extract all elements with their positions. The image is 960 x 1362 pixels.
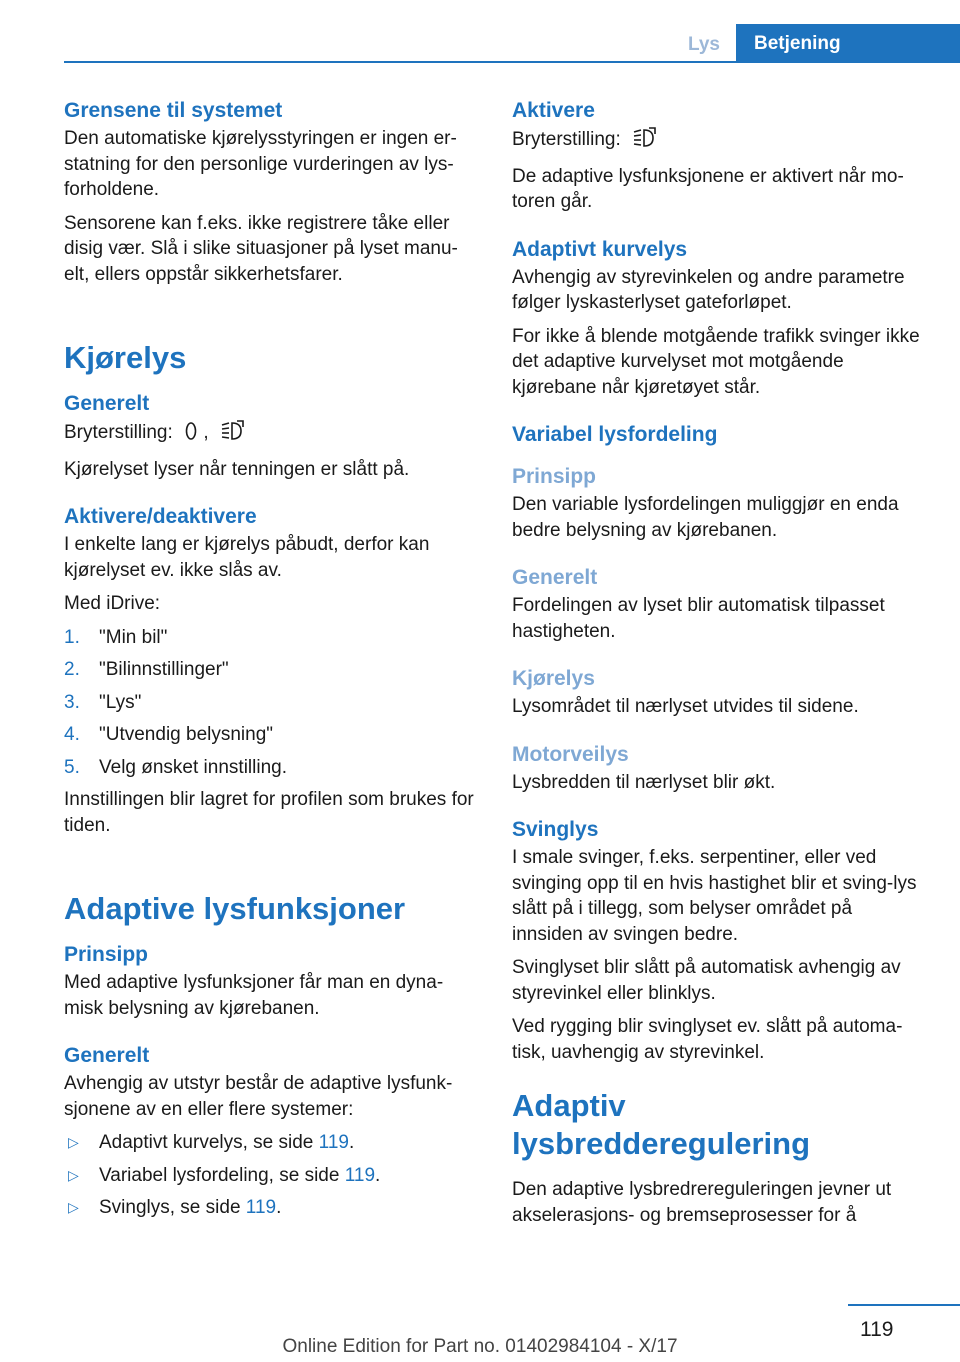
edition-footer: Online Edition for Part no. 01402984104 - X/17 (282, 1336, 678, 1357)
switch-label: Bryterstilling: (64, 422, 173, 443)
heading-general: Generelt (64, 392, 150, 415)
list-item: 4. "Utvendig belysning" (64, 724, 274, 745)
footer-rule (848, 1304, 960, 1306)
systems-list (64, 1130, 476, 1221)
general-right-paragraph: Fordelingen av lyset blir automatisk tilpasset hastigheten. (512, 595, 885, 642)
limits-paragraph-2: Sensorene kan f.eks. ikke registrere tåke eller disig vær. Slå i slike situasjoner på lyset manu-elt, ellers oppstår sikkerhetsfarer. (64, 212, 458, 285)
heading-range-control: Adaptiv lysbredderegulering (512, 1088, 811, 1161)
drl-right-paragraph: Lysområdet til nærlyset utvides til sidene. (512, 696, 859, 717)
saved-paragraph: Innstillingen blir lagret for profilen som brukes for tiden. (64, 789, 474, 836)
drl-paragraph: Kjørelyset lyser når tenningen er slått på. (64, 458, 410, 480)
curve-paragraph-1: Avhengig av styrevinkelen og andre parametre følger lyskasterlyset gateforløpet. (512, 266, 905, 313)
heading-drl-right: Kjørelys (512, 667, 595, 690)
tab-betjening: Betjening (736, 24, 960, 62)
heading-activate-deactivate: Aktivere/deaktivere (64, 505, 257, 528)
cornering-paragraph-1: I smale svinger, f.eks. serpentiner, eller ved svinging opp til en hvis hastighet blir et sving-lys slått på i tillegg, som belyser området på innsiden av svingen bedre. (512, 847, 917, 945)
page-link[interactable]: 119 (245, 1197, 277, 1218)
list-item: ▷ Adaptivt kurvelys, se side 119. (64, 1130, 476, 1156)
idrive-steps (64, 625, 476, 781)
list-item: ▷ Variabel lysfordeling, se side 119. (64, 1163, 476, 1189)
list-item: 5. Velg ønsket innstilling. (64, 756, 287, 778)
activate-paragraph: I enkelte lang er kjørelys påbudt, derfor kan kjørelyset ev. ikke slås av. (64, 534, 430, 581)
page-link[interactable]: 119 (344, 1164, 376, 1186)
heading-motorway: Motorveilys (512, 742, 629, 766)
heading-adaptive: Adaptive lysfunksjoner (64, 891, 406, 926)
switch-separator: , (203, 422, 209, 443)
heading-cornering: Svinglys (512, 818, 599, 841)
auto-headlight-icon (220, 419, 246, 449)
heading-limits: Grensene til systemet (64, 99, 283, 122)
heading-general-2: Generelt (64, 1044, 150, 1067)
heading-variable-distribution: Variabel lysfordeling (512, 423, 718, 446)
bullet-triangle-icon: ▷ (68, 1199, 79, 1215)
curve-paragraph-2: For ikke å blende motgående trafikk svinger ikke det adaptive kurvelyset mot motgående kjørebane når kjøretøyet står. (512, 325, 920, 398)
page-link[interactable]: 119 (318, 1132, 349, 1153)
bullet-triangle-icon: ▷ (68, 1166, 79, 1183)
heading-principle-right: Prinsipp (512, 465, 597, 488)
heading-general-right: Generelt (512, 566, 598, 589)
bullet-triangle-icon: ▷ (68, 1134, 79, 1150)
motorway-paragraph: Lysbredden til nærlyset blir økt. (512, 771, 776, 793)
general-2-paragraph: Avhengig av utstyr består de adaptive lysfunk-sjonene av en eller flere systemer: (64, 1073, 453, 1120)
heading-activate: Aktivere (512, 99, 595, 122)
right-column (512, 98, 928, 1236)
switch-position-line-right (512, 126, 928, 156)
cornering-paragraph-3: Ved rygging blir svinglyset ev. slått på automa-tisk, uavhengig av styrevinkel. (512, 1016, 903, 1063)
principle-right-paragraph: Den variable lysfordelingen muliggjør en enda bedre belysning av kjørebanen. (512, 494, 899, 541)
principle-paragraph: Med adaptive lysfunksjoner får man en dyna-misk belysning av kjørebanen. (64, 972, 444, 1019)
left-column (64, 98, 476, 1228)
switch-label: Bryterstilling: (512, 129, 621, 150)
activate-right-paragraph: De adaptive lysfunksjonene er aktivert når mo-toren går. (512, 165, 904, 212)
heading-curve-light: Adaptivt kurvelys (512, 237, 688, 261)
list-item: ▷ Svinglys, se side 119. (64, 1195, 476, 1221)
range-paragraph: Den adaptive lysbredrereguleringen jevner ut akselerasjons- og bremseprosesser for å (512, 1179, 892, 1226)
heading-drl: Kjørelys (64, 340, 187, 375)
list-item: 2. "Bilinnstillinger" (64, 659, 229, 680)
limits-paragraph-1: Den automatiske kjørelysstyringen er ingen er-statning for den personlige vurderingen av lys-forholdene. (64, 128, 457, 200)
switch-zero-icon (184, 421, 198, 449)
header-rule (64, 61, 960, 63)
page-number: 119 (860, 1318, 894, 1341)
tab-lys: Lys (687, 34, 721, 55)
auto-headlight-icon (632, 126, 658, 156)
list-item: 3. "Lys" (64, 691, 142, 713)
switch-position-line (64, 419, 476, 449)
cornering-paragraph-2: Svinglyset blir slått på automatisk avhengig av styrevinkel eller blinklys. (512, 957, 901, 1004)
heading-principle: Prinsipp (64, 943, 149, 966)
list-item: 1. "Min bil" (64, 626, 168, 648)
idrive-label: Med iDrive: (64, 593, 161, 614)
